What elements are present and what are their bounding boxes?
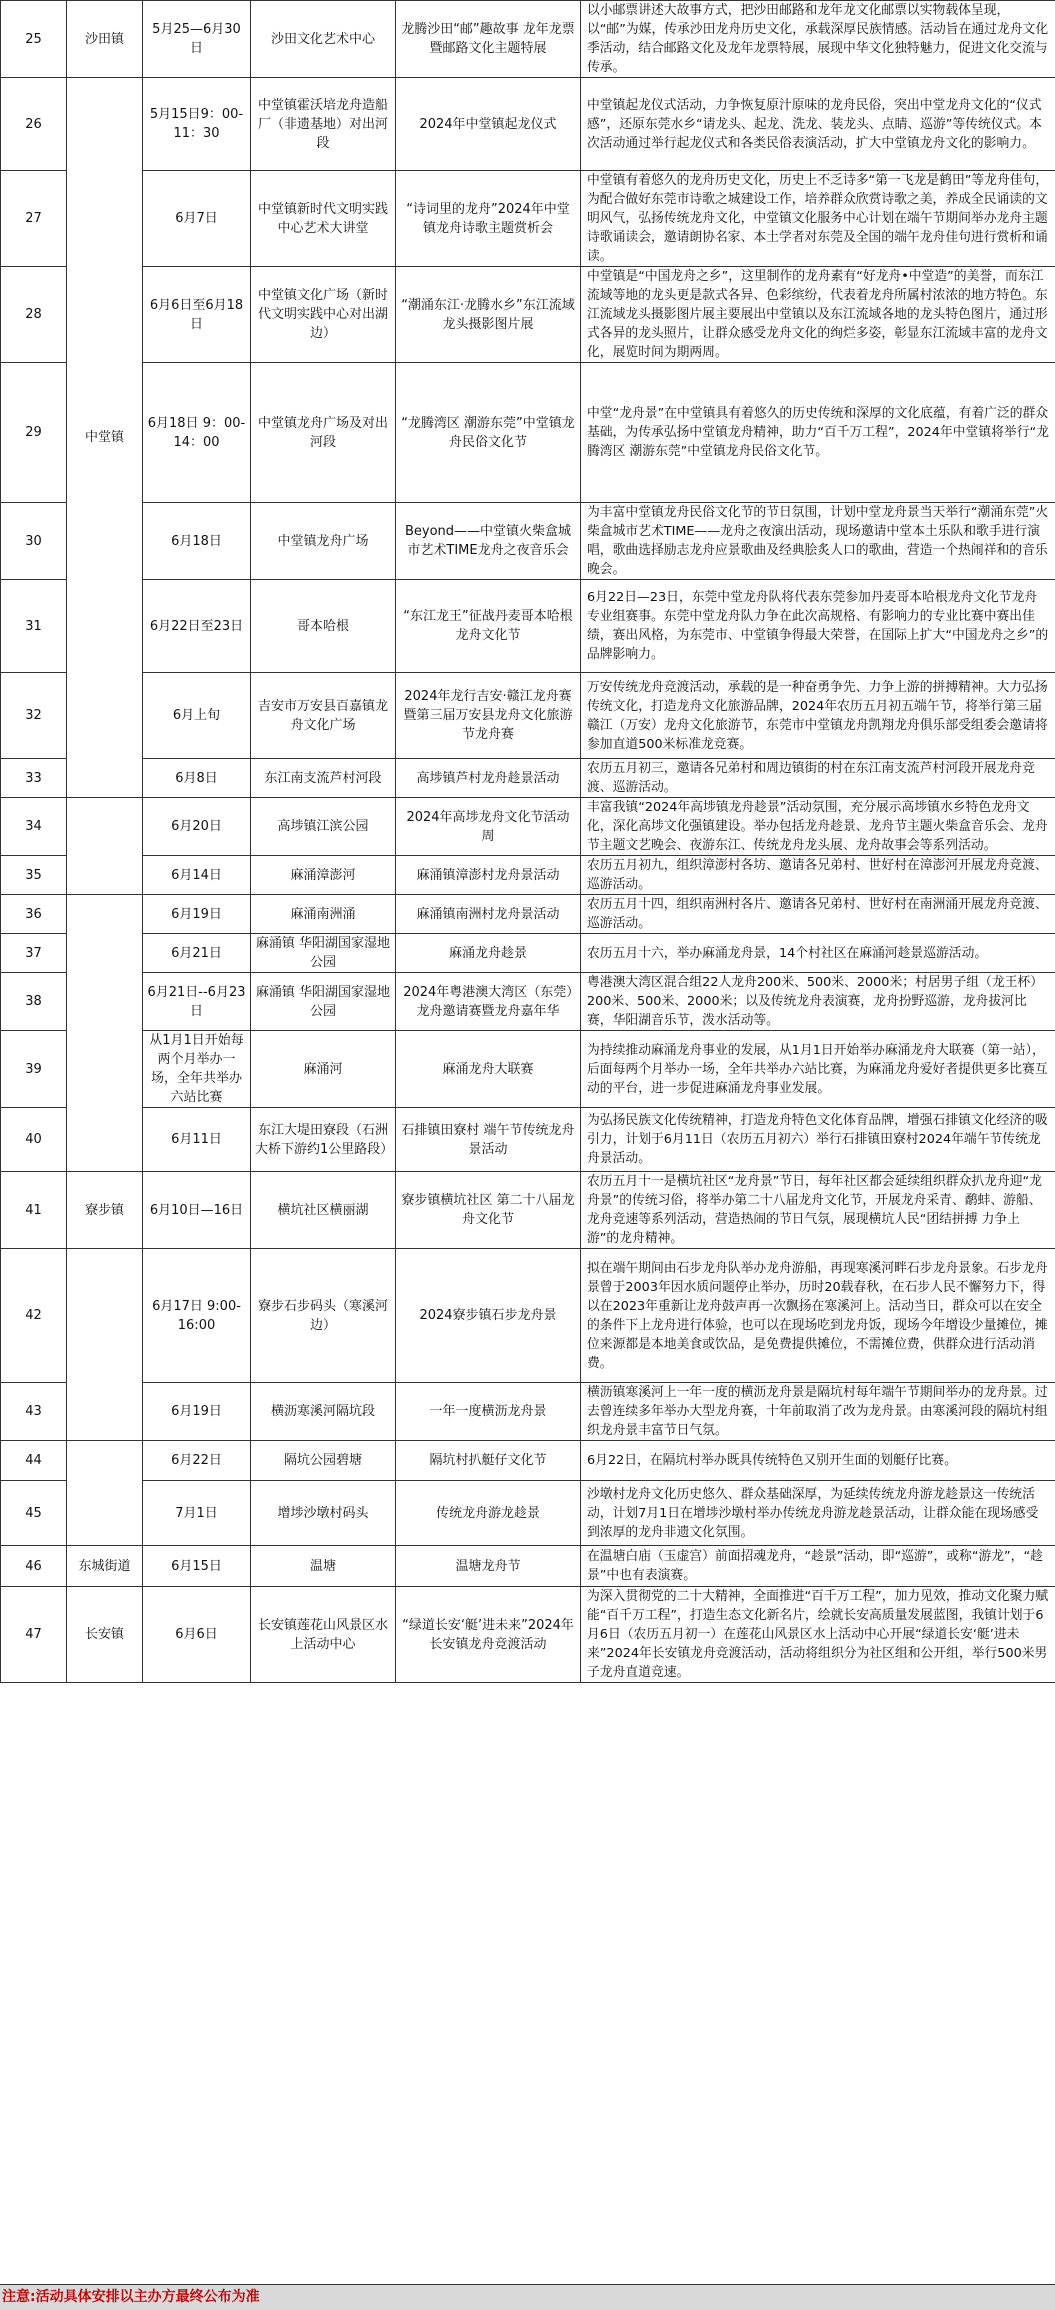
table-row <box>1 503 1055 580</box>
table-row <box>1 895 1055 934</box>
activity-name-cell: 2024年中堂镇起龙仪式 <box>396 78 581 171</box>
activity-name-cell: 石排镇田寮村 端午节传统龙舟景活动 <box>396 1108 581 1172</box>
activity-name-cell: 麻涌龙舟大联赛 <box>396 1031 581 1108</box>
activity-description-cell: 粤港澳大湾区混合组22人龙舟200米、500米、2000米；村居男子组（龙王杯）200米、500米、2000米；以及传统龙舟表演赛，龙舟扮野巡游，龙舟拔河比赛，华阳湖音乐节，泼水活动等。 <box>581 973 1055 1031</box>
activity-description-cell: 中堂镇是“中国龙舟之乡”，这里制作的龙舟素有“好龙舟•中堂造”的美誉，而东江流域等地的龙头更是款式各异、色彩缤纷，代表着龙舟所属村浓浓的地方特色。东江流域龙头摄影图片展主要展出中堂镇以及东江流域各地的龙头特色图片，通过形式各异的龙头照片，让群众感受龙舟文化的绚烂多姿，彰显东江流域丰富的龙舟文化，展览时间为期两周。 <box>581 267 1055 363</box>
row-number-cell: 46 <box>1 1546 67 1587</box>
venue-cell: 寮步石步码头（寒溪河边） <box>251 1249 396 1383</box>
venue-cell: 长安镇莲花山风景区水上活动中心 <box>251 1587 396 1683</box>
date-cell: 6月21日 <box>143 934 251 973</box>
row-number-cell: 26 <box>1 78 67 171</box>
venue-cell: 麻涌南洲涌 <box>251 895 396 934</box>
table-row <box>1 1031 1055 1108</box>
table-row <box>1 1172 1055 1249</box>
venue-cell: 东江南支流芦村河段 <box>251 759 396 798</box>
row-number-cell: 39 <box>1 1031 67 1108</box>
venue-cell: 横坑社区横丽湖 <box>251 1172 396 1249</box>
date-cell: 5月15日9：00-11：30 <box>143 78 251 171</box>
row-number-cell: 45 <box>1 1481 67 1546</box>
venue-cell: 麻涌镇 华阳湖国家湿地公园 <box>251 973 396 1031</box>
row-number-cell: 36 <box>1 895 67 934</box>
town-cell <box>67 895 143 1172</box>
activity-name-cell: 高埗镇芦村龙舟趁景活动 <box>396 759 581 798</box>
activity-description-cell: 为深入贯彻党的二十大精神，全面推进“百千万工程”，加力见效，推动文化聚力赋能“百千万工程”，打造生态文化新名片，绘就长安高质量发展蓝图，我镇计划于6月6日（农历五月初一）在莲花山风景区水上活动中心开展“绿道长安‘艇’进未来”2024年长安镇龙舟竞渡活动，活动将组织分为社区组和公开组，举行500米男子龙舟直道竞速。 <box>581 1587 1055 1683</box>
table-row <box>1 1587 1055 1683</box>
table-row <box>1 1 1055 78</box>
date-cell: 6月22日 <box>143 1441 251 1481</box>
activity-name-cell: “龙腾湾区 潮游东莞”中堂镇龙舟民俗文化节 <box>396 363 581 503</box>
activity-name-cell: 龙腾沙田“邮”趣故事 龙年龙票暨邮路文化主题特展 <box>396 1 581 78</box>
table-row <box>1 798 1055 856</box>
town-cell: 寮步镇 <box>67 1172 143 1249</box>
table-row <box>1 856 1055 895</box>
activity-name-cell: 2024年粤港澳大湾区（东莞）龙舟邀请赛暨龙舟嘉年华 <box>396 973 581 1031</box>
date-cell: 6月11日 <box>143 1108 251 1172</box>
activity-description-cell: 万安传统龙舟竞渡活动，承载的是一种奋勇争先、力争上游的拼搏精神。大力弘扬传统文化，打造龙舟文化旅游品牌，2024年农历五月初五端午节，将举行第三届赣江（万安）龙舟文化旅游节，东莞市中堂镇龙舟凯翔龙舟俱乐部受组委会邀请将参加直道500米标准龙竞赛。 <box>581 673 1055 759</box>
date-cell: 6月18日 9：00-14：00 <box>143 363 251 503</box>
table-row <box>1 1441 1055 1481</box>
venue-cell: 高埗镇江滨公园 <box>251 798 396 856</box>
row-number-cell: 33 <box>1 759 67 798</box>
row-number-cell: 43 <box>1 1383 67 1441</box>
table-row <box>1 267 1055 363</box>
table-row <box>1 673 1055 759</box>
venue-cell: 中堂镇龙舟广场及对出河段 <box>251 363 396 503</box>
venue-cell: 隔坑公园碧塘 <box>251 1441 396 1481</box>
town-cell <box>67 1441 143 1546</box>
town-cell <box>67 798 143 895</box>
date-cell: 6月19日 <box>143 895 251 934</box>
venue-cell: 横沥寒溪河隔坑段 <box>251 1383 396 1441</box>
venue-cell: 哥本哈根 <box>251 580 396 673</box>
date-cell: 6月7日 <box>143 171 251 267</box>
date-cell: 6月6日至6月18日 <box>143 267 251 363</box>
activity-description-cell: 农历五月初九，组织漳澎村各坊、邀请各兄弟村、世好村在漳澎河开展龙舟竞渡、巡游活动。 <box>581 856 1055 895</box>
venue-cell: 中堂镇龙舟广场 <box>251 503 396 580</box>
date-cell: 6月19日 <box>143 1383 251 1441</box>
date-cell: 从1月1日开始每两个月举办一场，全年共举办六站比赛 <box>143 1031 251 1108</box>
venue-cell: 中堂镇霍沃培龙舟造船厂（非遗基地）对出河段 <box>251 78 396 171</box>
date-cell: 6月22日至23日 <box>143 580 251 673</box>
date-cell: 6月18日 <box>143 503 251 580</box>
activity-description-cell: 农历五月十一是横坑社区“龙舟景”节日，每年社区都会延续组织群众扒龙舟迎“龙舟景”的传统习俗，将举办第二十八届龙舟文化节，开展龙舟采青、鹬蚌、游船、龙舟竞速等系列活动，营造热闹的节日气氛，展现横坑人民“团结拼搏 力争上游”的龙舟精神。 <box>581 1172 1055 1249</box>
town-cell: 沙田镇 <box>67 1 143 78</box>
activity-description-cell: 丰富我镇“2024年高埗镇龙舟趁景”活动氛围，充分展示高埗镇水乡特色龙舟文化，深化高埗文化强镇建设。举办包括龙舟趁景、龙舟节主题火柴盒音乐会、龙舟节主题文艺晚会、夜游东江、传统龙舟龙头展、龙舟故事会等系列活动。 <box>581 798 1055 856</box>
activity-description-cell: 在温塘白庙（玉虚宫）前面招魂龙舟，“趁景”活动，即“巡游”，或称“游龙”，“趁景”中也有表演赛。 <box>581 1546 1055 1587</box>
row-number-cell: 40 <box>1 1108 67 1172</box>
table-row <box>1 78 1055 171</box>
table-row <box>1 934 1055 973</box>
row-number-cell: 27 <box>1 171 67 267</box>
date-cell: 7月1日 <box>143 1481 251 1546</box>
table-row <box>1 171 1055 267</box>
venue-cell: 麻涌漳澎河 <box>251 856 396 895</box>
activity-name-cell: “诗词里的龙舟”2024年中堂镇龙舟诗歌主题赏析会 <box>396 171 581 267</box>
town-cell: 中堂镇 <box>67 78 143 798</box>
activity-name-cell: “东江龙王”征战丹麦哥本哈根龙舟文化节 <box>396 580 581 673</box>
date-cell: 6月6日 <box>143 1587 251 1683</box>
activity-description-cell: 6月22日，在隔坑村举办既具传统特色又别开生面的划艇仔比赛。 <box>581 1441 1055 1481</box>
date-cell: 6月8日 <box>143 759 251 798</box>
activity-description-cell: 以小邮票讲述大故事方式，把沙田邮路和龙年龙文化邮票以实物载体呈现，以“邮”为媒，传承沙田龙舟历史文化，承载深厚民族情感。活动旨在通过龙舟文化季活动，结合邮路文化及龙年龙票特展，展现中华文化独特魅力，促进文化交流与传承。 <box>581 1 1055 78</box>
table-row <box>1 1249 1055 1383</box>
activity-name-cell: 2024寮步镇石步龙舟景 <box>396 1249 581 1383</box>
date-cell: 6月15日 <box>143 1546 251 1587</box>
activity-name-cell: 麻涌镇南洲村龙舟景活动 <box>396 895 581 934</box>
venue-cell: 温塘 <box>251 1546 396 1587</box>
table-row <box>1 580 1055 673</box>
date-cell: 6月21日--6月23日 <box>143 973 251 1031</box>
date-cell: 5月25—6月30日 <box>143 1 251 78</box>
activity-name-cell: 麻涌龙舟趁景 <box>396 934 581 973</box>
activity-description-cell: 沙墩村龙舟文化历史悠久、群众基础深厚，为延续传统龙舟游龙趁景这一传统活动，计划7月1日在增埗沙墩村举办传统龙舟游龙趁景活动，让群众能在现场感受到浓厚的龙舟非遗文化氛围。 <box>581 1481 1055 1546</box>
row-number-cell: 31 <box>1 580 67 673</box>
activity-description-cell: 横沥镇寒溪河上一年一度的横沥龙舟景是隔坑村每年端午节期间举办的龙舟景。过去曾连续多年举办大型龙舟赛，十年前取消了改为龙舟景。由寒溪河段的隔坑村组织龙舟景丰富节日气氛。 <box>581 1383 1055 1441</box>
table-body <box>1 1 1055 1683</box>
venue-cell: 沙田文化艺术中心 <box>251 1 396 78</box>
table-row <box>1 1108 1055 1172</box>
town-cell: 东城街道 <box>67 1546 143 1587</box>
row-number-cell: 32 <box>1 673 67 759</box>
activity-description-cell: 6月22日—23日，东莞中堂龙舟队将代表东莞参加丹麦哥本哈根龙舟文化节龙舟专业组赛事。东莞中堂龙舟队力争在此次高规格、有影响力的专业比赛中赛出佳绩，赛出风格，为东莞市、中堂镇争得最大荣誉，在国际上扩大“中国龙舟之乡”的品牌影响力。 <box>581 580 1055 673</box>
activity-description-cell: 中堂镇起龙仪式活动，力争恢复原汁原味的龙舟民俗，突出中堂龙舟文化的“仪式感”，还原东莞水乡“请龙头、起龙、洗龙、装龙头、点睛、巡游”等传统仪式。本次活动通过举行起龙仪式和各类民俗表演活动，扩大中堂镇龙舟文化的影响力。 <box>581 78 1055 171</box>
venue-cell: 麻涌镇 华阳湖国家湿地公园 <box>251 934 396 973</box>
row-number-cell: 38 <box>1 973 67 1031</box>
activity-name-cell: 麻涌镇漳澎村龙舟景活动 <box>396 856 581 895</box>
footnote-text: 注意:活动具体安排以主办方最终公布为准 <box>0 2285 1055 2310</box>
table-row <box>1 1481 1055 1546</box>
table-row <box>1 759 1055 798</box>
activity-description-cell: 为持续推动麻涌龙舟事业的发展，从1月1日开始举办麻涌龙舟大联赛（第一站），后面每两个月举办一场，全年共举办六站比赛，为麻涌龙舟爱好者提供更多比赛互动的平台，进一步促进麻涌龙舟事业发展。 <box>581 1031 1055 1108</box>
row-number-cell: 34 <box>1 798 67 856</box>
activity-name-cell: 传统龙舟游龙趁景 <box>396 1481 581 1546</box>
activity-name-cell: 2024年高埗龙舟文化节活动周 <box>396 798 581 856</box>
row-number-cell: 30 <box>1 503 67 580</box>
activity-description-cell: 为丰富中堂镇龙舟民俗文化节的节日氛围，计划中堂龙舟景当天举行“潮涌东莞”火柴盒城市艺术TIME——龙舟之夜演出活动，现场邀请中堂本土乐队和歌手进行演唱，歌曲选择励志龙舟应景歌曲及经典脍炙人口的歌曲，营造一个热闹祥和的音乐晚会。 <box>581 503 1055 580</box>
activity-name-cell: 2024年龙行吉安·赣江龙舟赛暨第三届万安县龙舟文化旅游节龙舟赛 <box>396 673 581 759</box>
footnote-bar <box>0 2284 1055 2310</box>
date-cell: 6月14日 <box>143 856 251 895</box>
table-row <box>1 973 1055 1031</box>
row-number-cell: 42 <box>1 1249 67 1383</box>
venue-cell: 吉安市万安县百嘉镇龙舟文化广场 <box>251 673 396 759</box>
activity-name-cell: “绿道长安‘艇’进未来”2024年长安镇龙舟竞渡活动 <box>396 1587 581 1683</box>
table-row <box>1 1546 1055 1587</box>
activity-name-cell: 温塘龙舟节 <box>396 1546 581 1587</box>
date-cell: 6月10日—16日 <box>143 1172 251 1249</box>
activity-description-cell: 为弘扬民族文化传统精神，打造龙舟特色文化体育品牌，增强石排镇文化经济的吸引力，计划于6月11日（农历五月初六）举行石排镇田寮村2024年端午节传统龙舟景活动。 <box>581 1108 1055 1172</box>
activity-name-cell: Beyond——中堂镇火柴盒城市艺术TIME龙舟之夜音乐会 <box>396 503 581 580</box>
row-number-cell: 28 <box>1 267 67 363</box>
row-number-cell: 25 <box>1 1 67 78</box>
town-cell: 长安镇 <box>67 1587 143 1683</box>
table-row <box>1 363 1055 503</box>
activity-description-cell: 拟在端午期间由石步龙舟队举办龙舟游船，再现寒溪河畔石步龙舟景象。石步龙舟景曾于2003年因水质问题停止举办，历时20载春秋，在石步人民不懈努力下，得以在2023年重新让龙舟鼓声再一次飘扬在寒溪河上。活动当日，群众可以在安全的条件下上龙舟进行体验，也可以在现场吃到龙舟饭，现场今年增设少量摊位，摊位来源都是本地美食或饮品，是免费提供摊位，不需摊位费，供群众进行活动消费。 <box>581 1249 1055 1383</box>
date-cell: 6月上旬 <box>143 673 251 759</box>
venue-cell: 中堂镇新时代文明实践中心艺术大讲堂 <box>251 171 396 267</box>
activity-name-cell: 一年一度横沥龙舟景 <box>396 1383 581 1441</box>
row-number-cell: 44 <box>1 1441 67 1481</box>
row-number-cell: 29 <box>1 363 67 503</box>
activity-description-cell: 农历五月十六，举办麻涌龙舟景，14个村社区在麻涌河趁景巡游活动。 <box>581 934 1055 973</box>
activity-name-cell: “潮涌东江·龙腾水乡”东江流域龙头摄影图片展 <box>396 267 581 363</box>
activity-description-cell: 农历五月十四，组织南洲村各片、邀请各兄弟村、世好村在南洲涌开展龙舟竞渡、巡游活动。 <box>581 895 1055 934</box>
activity-description-cell: 中堂镇有着悠久的龙舟历史文化，历史上不乏诗多“第一飞龙是鹤田”等龙舟佳句，为配合做好东莞市诗歌之城建设工作，培养群众欣赏诗歌之美，养成全民诵读的文明风气，弘扬传统龙舟文化，中堂镇文化服务中心计划在端午节期间举办龙舟主题诗歌诵读会，邀请朗协名家、本土学者对东莞及全国的端午龙舟佳句进行赏析和诵读。 <box>581 171 1055 267</box>
venue-cell: 中堂镇文化广场（新时代文明实践中心对出湖边） <box>251 267 396 363</box>
date-cell: 6月20日 <box>143 798 251 856</box>
activity-name-cell: 隔坑村扒艇仔文化节 <box>396 1441 581 1481</box>
row-number-cell: 47 <box>1 1587 67 1683</box>
row-number-cell: 41 <box>1 1172 67 1249</box>
date-cell: 6月17日 9:00-16:00 <box>143 1249 251 1383</box>
town-cell <box>67 1249 143 1441</box>
row-number-cell: 37 <box>1 934 67 973</box>
activity-name-cell: 寮步镇横坑社区 第二十八届龙舟文化节 <box>396 1172 581 1249</box>
activity-description-cell: 农历五月初三，邀请各兄弟村和周边镇街的村在东江南支流芦村河段开展龙舟竞渡、巡游活动。 <box>581 759 1055 798</box>
activity-description-cell: 中堂“龙舟景”在中堂镇具有着悠久的历史传统和深厚的文化底蕴，有着广泛的群众基础，为传承弘扬中堂镇龙舟精神，助力“百千万工程”，2024年中堂镇将举行“龙腾湾区 潮游东莞”中堂镇龙舟民俗文化节。 <box>581 363 1055 503</box>
venue-cell: 麻涌河 <box>251 1031 396 1108</box>
table-row <box>1 1383 1055 1441</box>
venue-cell: 东江大堤田寮段（石洲大桥下游约1公里路段） <box>251 1108 396 1172</box>
row-number-cell: 35 <box>1 856 67 895</box>
venue-cell: 增埗沙墩村码头 <box>251 1481 396 1546</box>
